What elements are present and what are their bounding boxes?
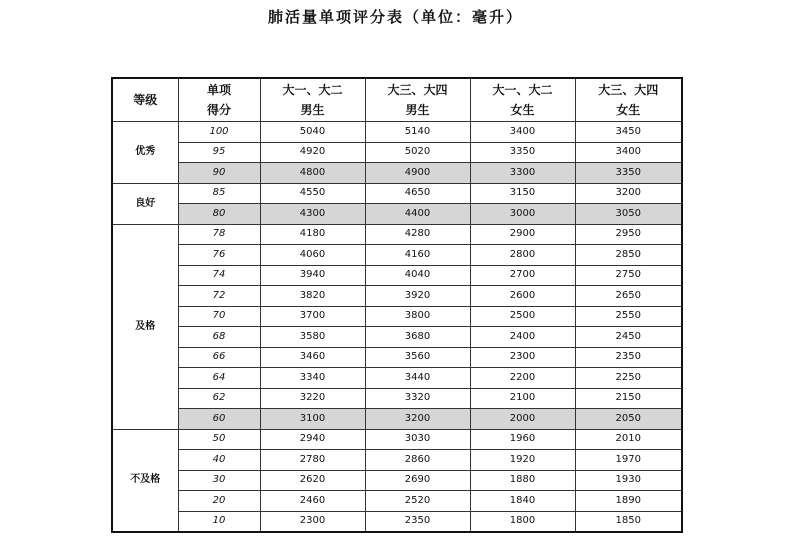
score-cell: 95 xyxy=(178,142,260,163)
value-cell-female34: 3400 xyxy=(575,142,682,163)
value-cell-female34: 2010 xyxy=(575,429,682,450)
value-cell-male34: 5140 xyxy=(365,122,470,143)
value-cell-male12: 3340 xyxy=(260,368,365,389)
score-cell: 72 xyxy=(178,286,260,307)
value-cell-male12: 3220 xyxy=(260,388,365,409)
value-cell-male34: 4280 xyxy=(365,224,470,245)
value-cell-female34: 2250 xyxy=(575,368,682,389)
value-cell-female34: 2350 xyxy=(575,347,682,368)
value-cell-male12: 2460 xyxy=(260,491,365,512)
score-cell: 90 xyxy=(178,163,260,184)
table-row xyxy=(112,368,682,389)
value-cell-female12: 1920 xyxy=(470,450,575,471)
value-cell-male34: 2350 xyxy=(365,511,470,532)
value-cell-female12: 1960 xyxy=(470,429,575,450)
value-cell-male34: 2860 xyxy=(365,450,470,471)
header-female34-line1: 大三、大四 xyxy=(598,83,659,97)
value-cell-female12: 3150 xyxy=(470,183,575,204)
table-row xyxy=(112,265,682,286)
value-cell-male12: 4920 xyxy=(260,142,365,163)
value-cell-male12: 5040 xyxy=(260,122,365,143)
value-cell-male34: 2690 xyxy=(365,470,470,491)
header-grade: 等级 xyxy=(112,78,178,122)
table-row xyxy=(112,122,682,143)
value-cell-female12: 2700 xyxy=(470,265,575,286)
value-cell-female12: 3000 xyxy=(470,204,575,225)
header-score xyxy=(178,78,260,122)
header-male12-line2: 男生 xyxy=(300,103,325,117)
value-cell-male34: 4400 xyxy=(365,204,470,225)
value-cell-male34: 4160 xyxy=(365,245,470,266)
score-cell: 68 xyxy=(178,327,260,348)
header-female34 xyxy=(575,78,682,122)
value-cell-male34: 4650 xyxy=(365,183,470,204)
value-cell-female34: 2550 xyxy=(575,306,682,327)
value-cell-female12: 2400 xyxy=(470,327,575,348)
value-cell-male12: 4300 xyxy=(260,204,365,225)
score-cell: 74 xyxy=(178,265,260,286)
value-cell-female34: 2750 xyxy=(575,265,682,286)
value-cell-male12: 3580 xyxy=(260,327,365,348)
grade-cell: 优秀 xyxy=(112,122,178,184)
header-male12-line1: 大一、大二 xyxy=(282,83,343,97)
value-cell-female34: 3200 xyxy=(575,183,682,204)
score-table xyxy=(111,77,683,533)
value-cell-male34: 3200 xyxy=(365,409,470,430)
value-cell-male12: 2940 xyxy=(260,429,365,450)
score-cell: 60 xyxy=(178,409,260,430)
value-cell-male34: 3440 xyxy=(365,368,470,389)
table-row xyxy=(112,163,682,184)
header-row xyxy=(112,78,682,122)
score-cell: 20 xyxy=(178,491,260,512)
value-cell-female34: 3350 xyxy=(575,163,682,184)
table-row xyxy=(112,327,682,348)
table-row xyxy=(112,286,682,307)
value-cell-male12: 2620 xyxy=(260,470,365,491)
value-cell-female12: 2500 xyxy=(470,306,575,327)
header-male34-line2: 男生 xyxy=(405,103,430,117)
score-cell: 50 xyxy=(178,429,260,450)
value-cell-female34: 2950 xyxy=(575,224,682,245)
header-male34 xyxy=(365,78,470,122)
value-cell-male12: 4800 xyxy=(260,163,365,184)
value-cell-female12: 2800 xyxy=(470,245,575,266)
value-cell-male34: 4040 xyxy=(365,265,470,286)
table-row xyxy=(112,183,682,204)
table-row xyxy=(112,470,682,491)
score-cell: 64 xyxy=(178,368,260,389)
value-cell-male12: 4180 xyxy=(260,224,365,245)
table-row xyxy=(112,388,682,409)
value-cell-female12: 3400 xyxy=(470,122,575,143)
value-cell-female34: 2050 xyxy=(575,409,682,430)
header-male34-line1: 大三、大四 xyxy=(387,83,448,97)
table-row xyxy=(112,491,682,512)
value-cell-male34: 2520 xyxy=(365,491,470,512)
value-cell-female12: 2200 xyxy=(470,368,575,389)
table-row xyxy=(112,409,682,430)
header-female12 xyxy=(470,78,575,122)
value-cell-male34: 3920 xyxy=(365,286,470,307)
score-cell: 78 xyxy=(178,224,260,245)
value-cell-male34: 3680 xyxy=(365,327,470,348)
value-cell-male12: 4060 xyxy=(260,245,365,266)
value-cell-female34: 1850 xyxy=(575,511,682,532)
value-cell-female34: 2650 xyxy=(575,286,682,307)
table-row xyxy=(112,450,682,471)
value-cell-female34: 1930 xyxy=(575,470,682,491)
value-cell-female12: 3300 xyxy=(470,163,575,184)
value-cell-male12: 3820 xyxy=(260,286,365,307)
table-row xyxy=(112,224,682,245)
value-cell-male34: 3560 xyxy=(365,347,470,368)
value-cell-female34: 2450 xyxy=(575,327,682,348)
value-cell-female12: 1880 xyxy=(470,470,575,491)
header-score-line1: 单项 xyxy=(206,83,231,97)
value-cell-female34: 3050 xyxy=(575,204,682,225)
header-male12 xyxy=(260,78,365,122)
score-cell: 76 xyxy=(178,245,260,266)
header-score-line2: 得分 xyxy=(206,103,231,117)
value-cell-male12: 2300 xyxy=(260,511,365,532)
value-cell-female12: 2600 xyxy=(470,286,575,307)
score-cell: 62 xyxy=(178,388,260,409)
value-cell-male34: 3030 xyxy=(365,429,470,450)
header-female12-line1: 大一、大二 xyxy=(492,83,553,97)
header-female12-line2: 女生 xyxy=(510,103,535,117)
value-cell-female34: 2850 xyxy=(575,245,682,266)
value-cell-male12: 3100 xyxy=(260,409,365,430)
value-cell-male12: 3460 xyxy=(260,347,365,368)
table-row xyxy=(112,142,682,163)
value-cell-male12: 4550 xyxy=(260,183,365,204)
header-female34-line2: 女生 xyxy=(616,103,641,117)
grade-cell: 良好 xyxy=(112,183,178,224)
value-cell-female12: 2900 xyxy=(470,224,575,245)
value-cell-male12: 3700 xyxy=(260,306,365,327)
score-cell: 30 xyxy=(178,470,260,491)
value-cell-male12: 2780 xyxy=(260,450,365,471)
value-cell-female34: 3450 xyxy=(575,122,682,143)
grade-cell: 不及格 xyxy=(112,429,178,532)
table-row xyxy=(112,306,682,327)
table-row xyxy=(112,204,682,225)
value-cell-male34: 4900 xyxy=(365,163,470,184)
table-row xyxy=(112,511,682,532)
value-cell-female12: 2300 xyxy=(470,347,575,368)
table-header xyxy=(112,78,682,122)
table-row xyxy=(112,245,682,266)
value-cell-male12: 3940 xyxy=(260,265,365,286)
value-cell-female12: 1840 xyxy=(470,491,575,512)
value-cell-female12: 2100 xyxy=(470,388,575,409)
score-cell: 80 xyxy=(178,204,260,225)
value-cell-male34: 3800 xyxy=(365,306,470,327)
score-cell: 66 xyxy=(178,347,260,368)
score-cell: 70 xyxy=(178,306,260,327)
table-row xyxy=(112,429,682,450)
page-title: 肺活量单项评分表（单位：毫升） xyxy=(267,8,523,26)
value-cell-male34: 3320 xyxy=(365,388,470,409)
grade-cell: 及格 xyxy=(112,224,178,429)
value-cell-female12: 2000 xyxy=(470,409,575,430)
table-row xyxy=(112,347,682,368)
value-cell-female12: 1800 xyxy=(470,511,575,532)
value-cell-female34: 1890 xyxy=(575,491,682,512)
score-cell: 100 xyxy=(178,122,260,143)
value-cell-female12: 3350 xyxy=(470,142,575,163)
table-body xyxy=(112,122,682,533)
value-cell-female34: 2150 xyxy=(575,388,682,409)
value-cell-female34: 1970 xyxy=(575,450,682,471)
value-cell-male34: 5020 xyxy=(365,142,470,163)
score-cell: 40 xyxy=(178,450,260,471)
score-cell: 10 xyxy=(178,511,260,532)
score-cell: 85 xyxy=(178,183,260,204)
